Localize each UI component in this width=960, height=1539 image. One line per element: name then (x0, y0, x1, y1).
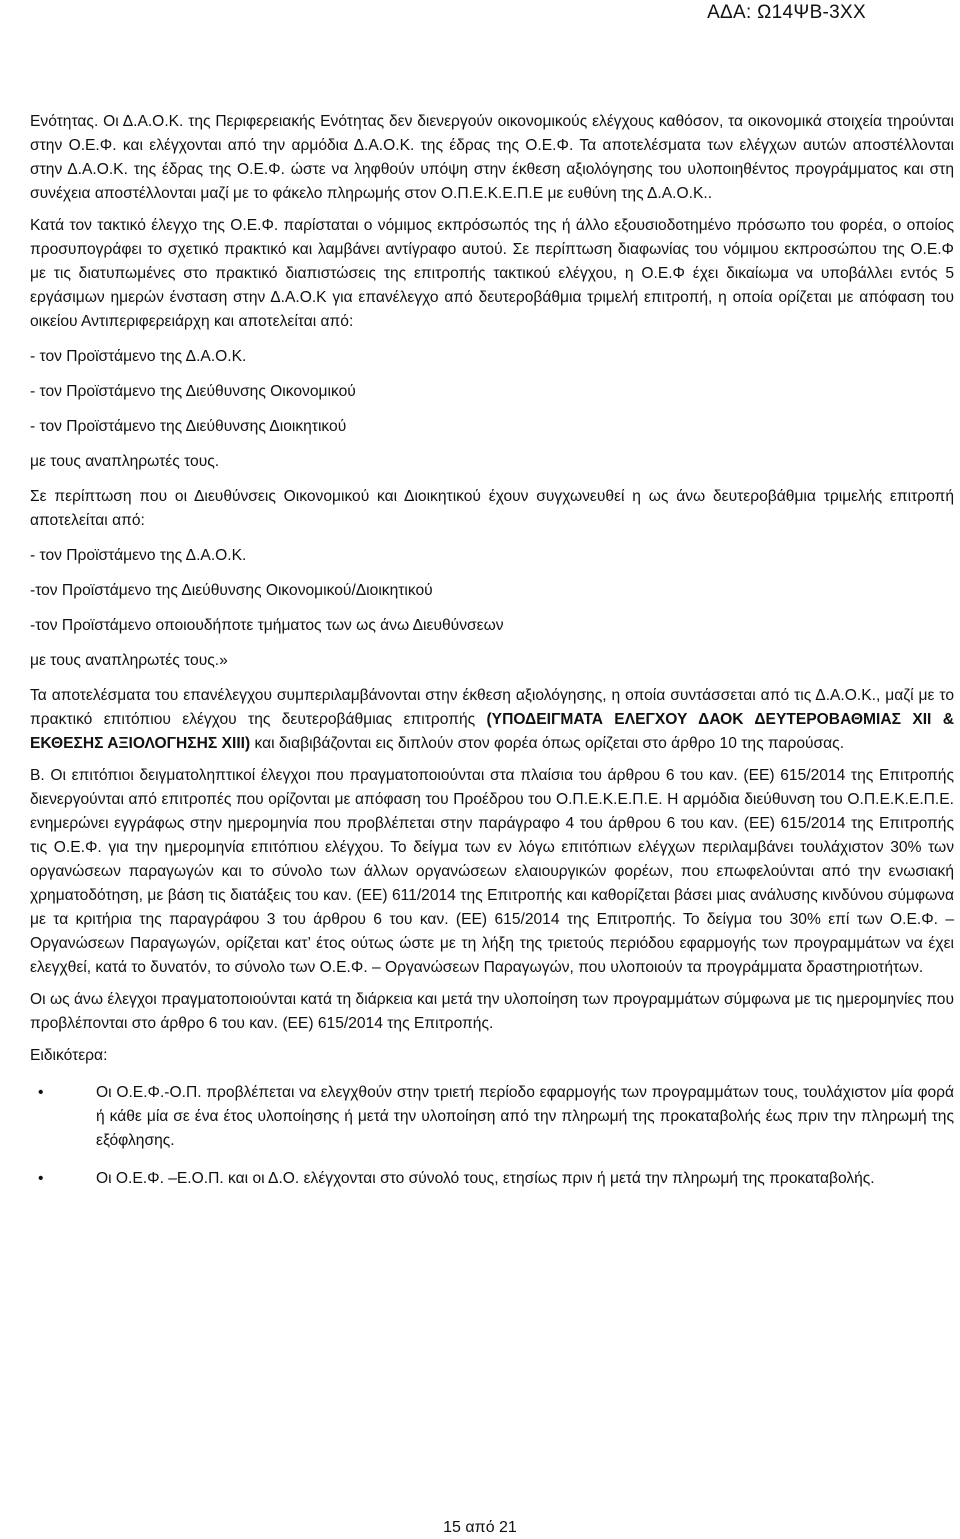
list-line-8: με τους αναπληρωτές τους.» (30, 652, 228, 669)
list-line-5: - τον Προϊστάμενο της Δ.Α.Ο.Κ. (30, 547, 247, 564)
paragraph-4-part-c: και διαβιβάζονται εις διπλούν στον φορέα όπως ορίζεται στο άρθρο 10 της παρούσας. (250, 735, 845, 752)
list-line-1: - τον Προϊστάμενο της Δ.Α.Ο.Κ. (30, 348, 247, 365)
paragraph-4-bold: (ΥΠΟΔΕΙΓΜΑΤΑ ΕΛΕΓΧΟΥ ΔΑΟΚ ΔΕΥΤΕΡΟΒΑΘΜΙΑΣ ΧΙΙ & ΕΚΘΕΣΗΣ ΑΞΙΟΛΟΓΗΣΗΣ ΧΙΙΙ) (30, 711, 954, 752)
list-item (30, 1167, 954, 1191)
paragraph-5: Β. Οι επιτόπιοι δειγματοληπτικοί έλεγχοι που πραγματοποιούνται στα πλαίσια του άρθρου 6 του καν. (ΕΕ) 615/2014 της Επιτροπής διενεργούνται από επιτροπές που ορίζονται με απόφαση του Προέδρου του Ο.Π.Ε.Κ.Ε.Π.Ε. Η αρμόδια διεύθυνση του Ο.Π.Ε.Κ.Ε.Π.Ε. ενημερώνει εγγράφως στην ημερομηνία που προβλέπεται στην παράγραφο 4 του άρθρου 6 του καν. (ΕΕ) 615/2014 της Επιτροπής τις Ο.Ε.Φ. για την ημερομηνία επιτόπιου ελέγχου. Το δείγμα των εν λόγω επιτόπιων ελέγχων περιλαμβάνει τουλάχιστον 30% των οργανώσεων παραγωγών και το σύνολο των άλλων οργανώσεων ελαιουργικών φορέων, που επωφελούνται από την ενωσιακή χρηματοδότηση, με βάση τις διατάξεις του καν. (ΕΕ) 611/2014 της Επιτροπής και καθορίζεται βάσει μιας ανάλυσης κινδύνου σύμφωνα με τα κριτήρια της παραγράφου 3 του άρθρου 6 του καν. (ΕΕ) 615/2014 της Επιτροπής. Το δείγμα του 30% επί των Ο.Ε.Φ. – Οργανώσεων Παραγωγών, ορίζεται κατ’ έτος ούτως ώστε με τη λήξη της τριετούς περιόδου εφαρμογής των προγραμμάτων να έχει ελεγχθεί, κατά το δυνατόν, το σύνολο των Ο.Ε.Φ. – Οργανώσεων Παραγωγών, που υλοποιούν τα προγράμματα δραστηριοτήτων. (30, 767, 954, 976)
page-number: 15 από 21 (443, 1519, 517, 1536)
paragraph-3: Σε περίπτωση που οι Διευθύνσεις Οικονομικού και Διοικητικού έχουν συγχωνευθεί η ως άνω δευτεροβάθμια τριμελής επιτροπή αποτελείται από: (30, 488, 954, 529)
list-item-text: Οι Ο.Ε.Φ.-Ο.Π. προβλέπεται να ελεγχθούν στην τριετή περίοδο εφαρμογής των προγραμμάτων τους, τουλάχιστον μία φορά ή κάθε μία σε ένα έτος υλοποίησης ή μετά την υλοποίηση από την πληρωμή της προκαταβολής έως πριν την πληρωμή της εξόφλησης. (96, 1084, 954, 1149)
list-line-2: - τον Προϊστάμενο της Διεύθυνσης Οικονομικού (30, 383, 356, 400)
list-line-7: -τον Προϊστάμενο οποιουδήποτε τμήματος των ως άνω Διευθύνσεων (30, 617, 504, 634)
list-item (30, 1081, 954, 1153)
paragraph-4 (30, 684, 954, 756)
paragraph-2: Κατά τον τακτικό έλεγχο της Ο.Ε.Φ. παρίσταται ο νόμιμος εκπρόσωπός της ή άλλο εξουσιοδοτημένο πρόσωπο του φορέα, ο οποίος προσυπογράφει το σχετικό πρακτικό και λαμβάνει αντίγραφο αυτού. Σε περίπτωση διαφωνίας του νόμιμου εκπροσώπου της Ο.Ε.Φ με τις διατυπωμένες στο πρακτικό διαπιστώσεις της επιτροπής τακτικού ελέγχου, η Ο.Ε.Φ έχει δικαίωμα να υποβάλλει εντός 5 εργάσιμων ημερών ένσταση στην Δ.Α.Ο.Κ για επανέλεγχο από δευτεροβάθμια τριμελή επιτροπή, η οποία ορίζεται με απόφαση του οικείου Αντιπεριφερειάρχη και αποτελείται από: (30, 217, 954, 330)
list-line-3: - τον Προϊστάμενο της Διεύθυνσης Διοικητικού (30, 418, 347, 435)
bullet-icon: • (38, 1084, 44, 1101)
paragraph-4-part-a: Τα αποτελέσματα του επανέλεγχου συμπεριλαμβάνονται στην έκθεση αξιολόγησης, η οποία συντάσσεται από τις Δ.Α.Ο.Κ., μαζί με το πρακτικό επιτόπιου ελέγχου της δευτεροβάθμιας επιτροπής (30, 687, 954, 728)
list-item-text: Οι Ο.Ε.Φ. –Ε.Ο.Π. και οι Δ.Ο. ελέγχονται στο σύνολό τους, ετησίως πριν ή μετά την πληρωμή της προκαταβολής. (96, 1170, 875, 1187)
paragraph-6: Οι ως άνω έλεγχοι πραγματοποιούνται κατά τη διάρκεια και μετά την υλοποίηση των προγραμμάτων σύμφωνα με τις ημερομηνίες που προβλέπονται στο άρθρο 6 του καν. (ΕΕ) 615/2014 της Επιτροπής. (30, 991, 954, 1032)
document-id: ΑΔΑ: Ω14ΨΒ-3ΧΧ (707, 2, 866, 23)
paragraph-7: Ειδικότερα: (30, 1047, 108, 1064)
list-line-6: -τον Προϊστάμενο της Διεύθυνσης Οικονομικού/Διοικητικού (30, 582, 433, 599)
bullet-list (30, 1081, 954, 1191)
bullet-icon: • (38, 1170, 44, 1187)
paragraph-1: Ενότητας. Οι Δ.Α.Ο.Κ. της Περιφερειακής Ενότητας δεν διενεργούν οικονομικούς ελέγχους καθόσον, τα οικονομικά στοιχεία τηρούνται στην Ο.Ε.Φ. και ελέγχονται από την αρμόδια Δ.Α.Ο.Κ. της έδρας της Ο.Ε.Φ. Τα αποτελέσματα των ελέγχων αυτών αποστέλλονται στην Δ.Α.Ο.Κ. της έδρας της Ο.Ε.Φ. ώστε να ληφθούν υπόψη στην έκθεση αξιολόγησης του υλοποιηθέντος προγράμματος και στη συνέχεια αποστέλλονται μαζί με το φάκελο πληρωμής στον Ο.Π.Ε.Κ.Ε.Π.Ε με ευθύνη της Δ.Α.Ο.Κ.. (30, 113, 954, 202)
document-body (30, 110, 954, 1191)
list-line-4: με τους αναπληρωτές τους. (30, 453, 220, 470)
